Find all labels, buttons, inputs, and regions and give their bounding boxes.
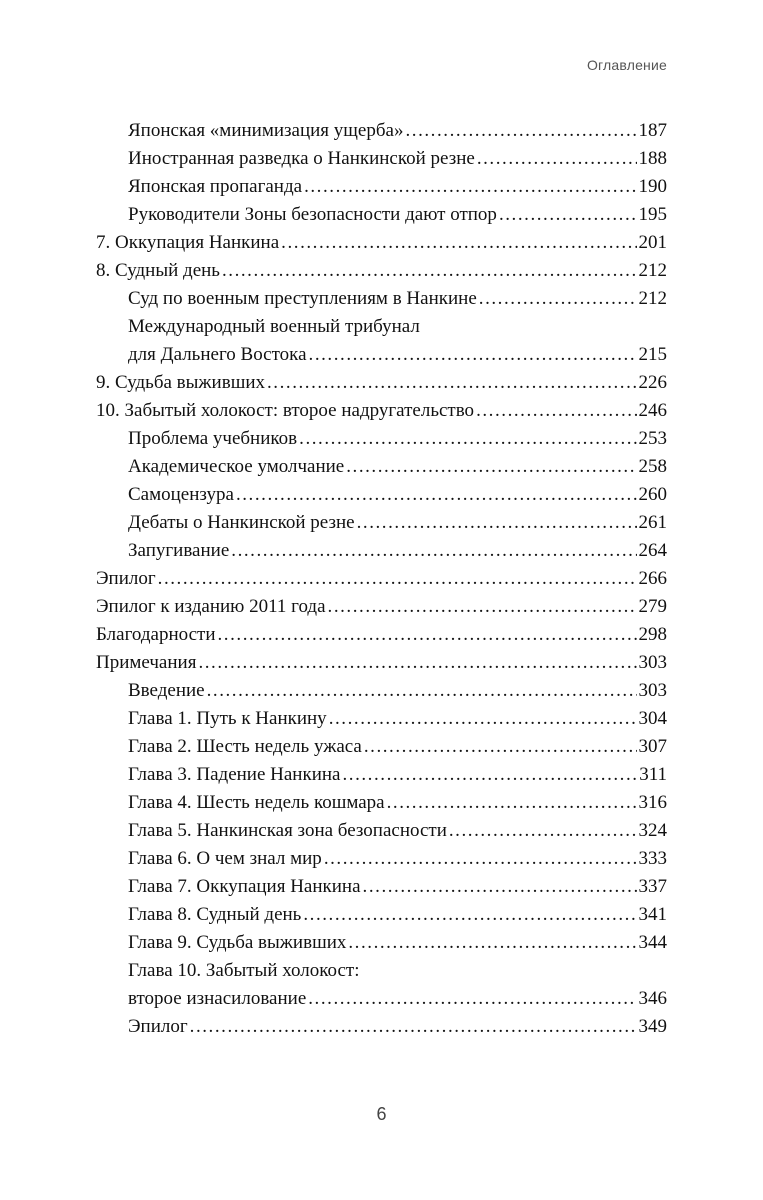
- toc-entry: [96, 257, 667, 285]
- toc-entry: [96, 817, 667, 845]
- toc-entry-page: 311: [639, 764, 667, 785]
- toc-entry: [96, 1013, 667, 1041]
- toc-leader-dots: [231, 537, 636, 565]
- toc-entry-title: Глава 7. Оккупация Нанкина: [128, 876, 361, 897]
- toc-entry-title: Эпилог: [96, 568, 156, 589]
- toc-leader-dots: [303, 901, 636, 929]
- toc-entry: [96, 761, 667, 789]
- toc-entry-title: Самоцензура: [128, 484, 234, 505]
- toc-entry: [96, 425, 667, 453]
- toc-entry-page: 304: [638, 708, 667, 729]
- toc-entry: [96, 117, 667, 145]
- toc-entry: [96, 481, 667, 509]
- toc-entry: [96, 733, 667, 761]
- toc-entry: [96, 173, 667, 201]
- toc-leader-dots: [329, 705, 637, 733]
- toc-entry-title: 10. Забытый холокост: второе надругательство: [96, 400, 475, 421]
- toc-leader-dots: [346, 453, 636, 481]
- toc-entry-page: 279: [638, 596, 667, 617]
- toc-entry-page: 298: [638, 624, 667, 645]
- toc-entry: [96, 341, 667, 369]
- toc-entry-page: 201: [638, 232, 667, 253]
- toc-entry-title: Глава 5. Нанкинская зона безопасности: [128, 820, 447, 841]
- toc-leader-dots: [357, 509, 637, 537]
- toc-entry-page: 316: [638, 792, 667, 813]
- toc-entry-page: 188: [638, 148, 667, 169]
- toc-entry-page: 258: [638, 456, 667, 477]
- toc-entry: [96, 929, 667, 957]
- toc-leader-dots: [477, 145, 637, 173]
- toc-entry-page: 260: [638, 484, 667, 505]
- toc-leader-dots: [190, 1013, 637, 1041]
- toc-leader-dots: [299, 425, 636, 453]
- toc-entry-title: 8. Судный день: [96, 260, 220, 281]
- toc-leader-dots: [479, 285, 637, 313]
- toc-leader-dots: [218, 621, 637, 649]
- toc-entry-page: 212: [638, 260, 667, 281]
- toc-leader-dots: [449, 817, 637, 845]
- toc-entry-page: 349: [638, 1016, 667, 1037]
- toc-entry-page: 266: [638, 568, 667, 589]
- toc-entry-title: Эпилог к изданию 2011 года: [96, 596, 326, 617]
- toc-entry-page: 346: [638, 988, 667, 1009]
- toc-entry-page: 253: [638, 428, 667, 449]
- toc-entry-title: Суд по военным преступлениям в Нанкине: [128, 288, 477, 309]
- toc-entry-page: 303: [638, 652, 667, 673]
- toc-entry: [96, 229, 667, 257]
- toc-entry-title: Проблема учебников: [128, 428, 298, 449]
- toc-leader-dots: [324, 845, 637, 873]
- toc-leader-dots: [342, 761, 637, 789]
- toc-entry-title: для Дальнего Востока: [128, 344, 307, 365]
- toc-entry-page: 337: [638, 876, 667, 897]
- toc-entry-title: Руководители Зоны безопасности дают отпор: [128, 204, 497, 225]
- toc-entry-title: Иностранная разведка о Нанкинской резне: [128, 148, 475, 169]
- toc-entry-page: 324: [638, 820, 667, 841]
- toc-entry-title: Международный военный трибунал: [128, 316, 420, 337]
- toc-entry: [96, 313, 667, 341]
- toc-leader-dots: [328, 593, 637, 621]
- toc-entry-page: 190: [638, 176, 667, 197]
- toc-leader-dots: [364, 733, 637, 761]
- toc-leader-dots: [499, 201, 637, 229]
- toc-entry: [96, 873, 667, 901]
- toc-entry-title: Глава 4. Шесть недель кошмара: [128, 792, 385, 813]
- toc-entry-title: Введение: [128, 680, 205, 701]
- toc-entry-title: Японская «минимизация ущерба»: [128, 120, 404, 141]
- toc-leader-dots: [158, 565, 637, 593]
- toc-entry-title: 7. Оккупация Нанкина: [96, 232, 280, 253]
- toc-entry: [96, 397, 667, 425]
- toc-entry-page: 261: [638, 512, 667, 533]
- toc-entry: [96, 145, 667, 173]
- toc-leader-dots: [476, 397, 636, 425]
- toc-entry-title: 9. Судьба выживших: [96, 372, 265, 393]
- toc-entry-title: Глава 2. Шесть недель ужаса: [128, 736, 362, 757]
- toc-leader-dots: [405, 117, 636, 145]
- toc-entry-title: второе изнасилование: [128, 988, 307, 1009]
- toc-entry: [96, 509, 667, 537]
- toc-entry-page: 187: [638, 120, 667, 141]
- toc-leader-dots: [363, 873, 637, 901]
- toc-entry: [96, 537, 667, 565]
- toc-entry: [96, 201, 667, 229]
- toc-entry: [96, 649, 667, 677]
- toc-entry: [96, 565, 667, 593]
- toc-entry: [96, 845, 667, 873]
- toc-leader-dots: [207, 677, 637, 705]
- toc-leader-dots: [348, 929, 636, 957]
- toc-entry-title: Глава 10. Забытый холокост:: [128, 960, 360, 981]
- toc-entry-page: 226: [638, 372, 667, 393]
- toc-entry-page: 215: [638, 344, 667, 365]
- toc-leader-dots: [309, 341, 637, 369]
- toc-entry-title: Академическое умолчание: [128, 456, 345, 477]
- toc-entry-title: Примечания: [96, 652, 197, 673]
- toc-entry-page: 246: [638, 400, 667, 421]
- running-header: Оглавление: [586, 57, 667, 73]
- toc-entry-page: 195: [638, 204, 667, 225]
- toc-entry: [96, 677, 667, 705]
- toc-entry-title: Глава 3. Падение Нанкина: [128, 764, 341, 785]
- toc-entry: [96, 705, 667, 733]
- toc-entry-page: 333: [638, 848, 667, 869]
- toc-entry: [96, 285, 667, 313]
- toc-leader-dots: [198, 649, 636, 677]
- toc-entry-title: Глава 6. О чем знал мир: [128, 848, 322, 869]
- toc-entry-page: 341: [638, 904, 667, 925]
- toc-entry: [96, 621, 667, 649]
- toc-entry-page: 303: [638, 680, 667, 701]
- toc-entry-page: 344: [638, 932, 667, 953]
- toc-entry-title: Эпилог: [128, 1016, 188, 1037]
- table-of-contents: [96, 117, 667, 1041]
- toc-leader-dots: [387, 789, 637, 817]
- toc-entry-title: Дебаты о Нанкинской резне: [128, 512, 355, 533]
- toc-entry: [96, 901, 667, 929]
- toc-entry-page: 264: [638, 540, 667, 561]
- toc-leader-dots: [236, 481, 637, 509]
- toc-entry-title: Японская пропаганда: [128, 176, 303, 197]
- toc-leader-dots: [304, 173, 636, 201]
- toc-entry-title: Благодарности: [96, 624, 216, 645]
- toc-entry-title: Запугивание: [128, 540, 230, 561]
- toc-entry-page: 212: [638, 288, 667, 309]
- toc-entry-title: Глава 9. Судьба выживших: [128, 932, 347, 953]
- page-number: 6: [376, 1104, 387, 1124]
- toc-leader-dots: [281, 229, 636, 257]
- toc-leader-dots: [267, 369, 637, 397]
- toc-entry: [96, 593, 667, 621]
- toc-leader-dots: [308, 985, 636, 1013]
- toc-entry: [96, 957, 667, 985]
- toc-entry: [96, 369, 667, 397]
- toc-entry-title: Глава 8. Судный день: [128, 904, 302, 925]
- toc-entry-page: 307: [638, 736, 667, 757]
- toc-entry-title: Глава 1. Путь к Нанкину: [128, 708, 327, 729]
- toc-entry: [96, 985, 667, 1013]
- toc-entry: [96, 453, 667, 481]
- toc-entry: [96, 789, 667, 817]
- toc-leader-dots: [222, 257, 637, 285]
